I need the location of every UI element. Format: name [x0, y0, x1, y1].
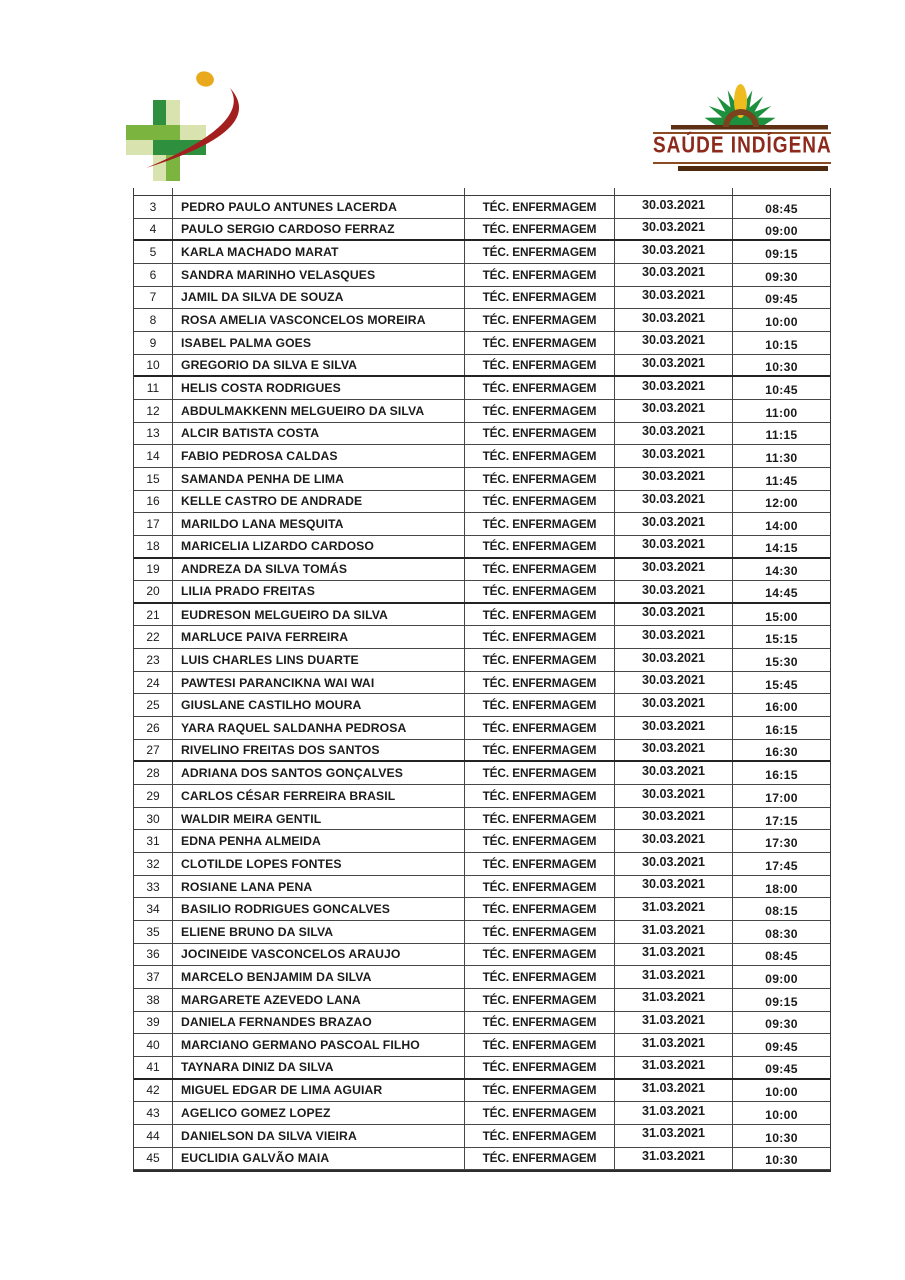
row-number-cell: 34: [134, 898, 173, 920]
date-cell: 30.03.2021: [615, 785, 733, 807]
row-number-cell: 27: [134, 740, 173, 761]
time-cell: 11:45: [765, 473, 798, 488]
time-cell: 17:30: [765, 836, 798, 851]
name-cell: ELIENE BRUNO DA SILVA: [173, 921, 465, 943]
time-cell: 10:00: [765, 1108, 798, 1123]
name-cell: GIUSLANE CASTILHO MOURA: [173, 694, 465, 716]
time-cell: 08:45: [765, 201, 798, 216]
table-row: [134, 966, 830, 989]
row-number-cell: 13: [134, 423, 173, 445]
name-cell: CLOTILDE LOPES FONTES: [173, 853, 465, 875]
name-cell: PAWTESI PARANCIKNA WAI WAI: [173, 672, 465, 694]
name-cell: JAMIL DA SILVA DE SOUZA: [173, 287, 465, 309]
time-cell: 09:00: [765, 223, 798, 238]
date-cell: 30.03.2021: [615, 445, 733, 467]
row-number-cell: 11: [134, 377, 173, 399]
date-cell: 30.03.2021: [615, 853, 733, 875]
row-number-cell: 16: [134, 491, 173, 513]
date-cell: 30.03.2021: [615, 604, 733, 626]
time-cell: 16:00: [765, 700, 798, 715]
row-number-cell: 33: [134, 876, 173, 898]
cross-segment: [153, 100, 166, 125]
date-cell: 30.03.2021: [615, 400, 733, 422]
role-cell: TÉC. ENFERMAGEM: [465, 989, 615, 1011]
date-cell: 30.03.2021: [615, 355, 733, 376]
date-cell: 30.03.2021: [615, 332, 733, 354]
name-cell: RIVELINO FREITAS DOS SANTOS: [173, 740, 465, 761]
name-cell: DANIELA FERNANDES BRAZAO: [173, 1012, 465, 1034]
time-cell: 10:30: [765, 359, 798, 374]
date-cell: 30.03.2021: [615, 536, 733, 557]
row-number-cell: 7: [134, 287, 173, 309]
saude-indigena-logo: [653, 78, 831, 174]
time-cell: 16:15: [765, 768, 798, 783]
row-number-cell: 36: [134, 944, 173, 966]
row-number-cell: 20: [134, 581, 173, 602]
table-row: [134, 513, 830, 536]
name-cell: ROSA AMELIA VASCONCELOS MOREIRA: [173, 309, 465, 331]
time-cell: 09:15: [765, 994, 798, 1009]
row-number-cell: 43: [134, 1102, 173, 1124]
time-cell: 15:15: [765, 632, 798, 647]
time-cell: 16:15: [765, 722, 798, 737]
row-number-cell: 26: [134, 717, 173, 739]
table-row: [134, 853, 830, 876]
role-cell: TÉC. ENFERMAGEM: [465, 921, 615, 943]
row-number-cell: 3: [134, 196, 173, 218]
name-cell: PEDRO PAULO ANTUNES LACERDA: [173, 196, 465, 218]
date-cell: 31.03.2021: [615, 921, 733, 943]
date-cell: 30.03.2021: [615, 830, 733, 852]
name-cell: ISABEL PALMA GOES: [173, 332, 465, 354]
date-cell: 30.03.2021: [615, 717, 733, 739]
date-cell: 31.03.2021: [615, 1080, 733, 1102]
date-cell: 31.03.2021: [615, 898, 733, 920]
role-cell: TÉC. ENFERMAGEM: [465, 423, 615, 445]
date-cell: 30.03.2021: [615, 559, 733, 581]
name-cell: BASILIO RODRIGUES GONCALVES: [173, 898, 465, 920]
date-cell: 30.03.2021: [615, 513, 733, 535]
table-row: [134, 423, 830, 446]
name-cell: EUCLIDIA GALVÃO MAIA: [173, 1148, 465, 1170]
table-row: [134, 355, 830, 378]
name-cell: SANDRA MARINHO VELASQUES: [173, 264, 465, 286]
date-cell: 30.03.2021: [615, 423, 733, 445]
time-cell: 14:00: [765, 519, 798, 534]
name-cell: MIGUEL EDGAR DE LIMA AGUIAR: [173, 1080, 465, 1102]
name-cell: FABIO PEDROSA CALDAS: [173, 445, 465, 467]
row-number-cell: 24: [134, 672, 173, 694]
row-number-cell: 37: [134, 966, 173, 988]
table-row: [134, 944, 830, 967]
row-number-cell: 29: [134, 785, 173, 807]
role-cell: TÉC. ENFERMAGEM: [465, 944, 615, 966]
time-cell: 10:15: [765, 337, 798, 352]
date-cell: 30.03.2021: [615, 740, 733, 761]
role-cell: TÉC. ENFERMAGEM: [465, 853, 615, 875]
time-cell: 18:00: [765, 881, 798, 896]
table-row: [134, 377, 830, 400]
role-cell: TÉC. ENFERMAGEM: [465, 1125, 615, 1147]
row-number-cell: 22: [134, 626, 173, 648]
name-cell: MARLUCE PAIVA FERREIRA: [173, 626, 465, 648]
name-cell: WALDIR MEIRA GENTIL: [173, 808, 465, 830]
schedule-table: [133, 188, 831, 1172]
table-row: [134, 491, 830, 514]
table-row: [134, 785, 830, 808]
row-number-cell: 45: [134, 1148, 173, 1170]
name-cell: JOCINEIDE VASCONCELOS ARAUJO: [173, 944, 465, 966]
name-cell: GREGORIO DA SILVA E SILVA: [173, 355, 465, 376]
row-number-cell: 31: [134, 830, 173, 852]
row-number-cell: 18: [134, 536, 173, 557]
name-cell: LUIS CHARLES LINS DUARTE: [173, 649, 465, 671]
role-cell: TÉC. ENFERMAGEM: [465, 309, 615, 331]
date-cell: 30.03.2021: [615, 649, 733, 671]
role-cell: TÉC. ENFERMAGEM: [465, 196, 615, 218]
name-cell: MARGARETE AZEVEDO LANA: [173, 989, 465, 1011]
role-cell: TÉC. ENFERMAGEM: [465, 604, 615, 626]
role-cell: TÉC. ENFERMAGEM: [465, 1012, 615, 1034]
health-cross-logo: [118, 68, 243, 188]
date-cell: 31.03.2021: [615, 989, 733, 1011]
date-cell: 30.03.2021: [615, 581, 733, 602]
role-cell: TÉC. ENFERMAGEM: [465, 740, 615, 761]
name-cell: HELIS COSTA RODRIGUES: [173, 377, 465, 399]
table-row: [134, 400, 830, 423]
upper-thick-line: [671, 125, 828, 130]
table-row: [134, 740, 830, 763]
row-number-cell: 25: [134, 694, 173, 716]
green-cross-mosaic: [126, 100, 206, 181]
time-cell: 08:45: [765, 949, 798, 964]
table-row: [134, 1080, 830, 1103]
date-cell: 30.03.2021: [615, 468, 733, 490]
date-cell: 31.03.2021: [615, 966, 733, 988]
role-cell: TÉC. ENFERMAGEM: [465, 1080, 615, 1102]
row-number-cell: 42: [134, 1080, 173, 1102]
date-cell: 31.03.2021: [615, 1125, 733, 1147]
row-number-cell: 23: [134, 649, 173, 671]
role-cell: TÉC. ENFERMAGEM: [465, 377, 615, 399]
time-cell: 12:00: [765, 496, 798, 511]
clipped-row-stub: [134, 188, 830, 196]
table-row: [134, 694, 830, 717]
time-cell: 11:15: [765, 428, 798, 443]
table-row: [134, 219, 830, 242]
time-cell: 17:45: [765, 858, 798, 873]
time-cell: 10:45: [765, 383, 798, 398]
date-cell: 30.03.2021: [615, 241, 733, 263]
time-cell: 14:30: [765, 564, 798, 579]
time-cell: 14:15: [765, 541, 798, 556]
name-cell: YARA RAQUEL SALDANHA PEDROSA: [173, 717, 465, 739]
role-cell: TÉC. ENFERMAGEM: [465, 468, 615, 490]
time-cell: 17:00: [765, 790, 798, 805]
table-row: [134, 309, 830, 332]
row-number-cell: 41: [134, 1057, 173, 1078]
table-row: [134, 808, 830, 831]
role-cell: TÉC. ENFERMAGEM: [465, 966, 615, 988]
date-cell: 31.03.2021: [615, 944, 733, 966]
table-body: [134, 196, 830, 1170]
date-cell: 31.03.2021: [615, 1057, 733, 1078]
name-cell: SAMANDA PENHA DE LIMA: [173, 468, 465, 490]
role-cell: TÉC. ENFERMAGEM: [465, 830, 615, 852]
date-cell: 30.03.2021: [615, 196, 733, 218]
table-row: [134, 536, 830, 559]
table-row: [134, 264, 830, 287]
row-number-cell: 5: [134, 241, 173, 263]
role-cell: TÉC. ENFERMAGEM: [465, 219, 615, 240]
row-number-cell: 10: [134, 355, 173, 376]
name-cell: KELLE CASTRO DE ANDRADE: [173, 491, 465, 513]
table-row: [134, 1057, 830, 1080]
table-row: [134, 762, 830, 785]
time-cell: 11:00: [765, 405, 798, 420]
table-row: [134, 468, 830, 491]
gold-dot: [194, 69, 216, 89]
time-cell: 08:30: [765, 926, 798, 941]
name-cell: MARILDO LANA MESQUITA: [173, 513, 465, 535]
name-cell: ANDREZA DA SILVA TOMÁS: [173, 559, 465, 581]
row-number-cell: 39: [134, 1012, 173, 1034]
time-cell: 10:00: [765, 315, 798, 330]
time-cell: 09:45: [765, 1062, 798, 1077]
role-cell: TÉC. ENFERMAGEM: [465, 694, 615, 716]
name-cell: CARLOS CÉSAR FERREIRA BRASIL: [173, 785, 465, 807]
table-row: [134, 445, 830, 468]
saude-indigena-title: SAÚDE INDÍGENA: [653, 133, 832, 159]
row-number-cell: 6: [134, 264, 173, 286]
role-cell: TÉC. ENFERMAGEM: [465, 241, 615, 263]
cross-segment: [180, 125, 206, 140]
row-number-cell: 8: [134, 309, 173, 331]
time-cell: 09:45: [765, 292, 798, 307]
role-cell: TÉC. ENFERMAGEM: [465, 649, 615, 671]
table-row: [134, 604, 830, 627]
date-cell: 30.03.2021: [615, 626, 733, 648]
row-number-cell: 19: [134, 559, 173, 581]
lower-thick-line: [678, 166, 828, 171]
cross-segment: [126, 140, 153, 155]
time-cell: 16:30: [765, 745, 798, 760]
table-row: [134, 1034, 830, 1057]
date-cell: 30.03.2021: [615, 264, 733, 286]
role-cell: TÉC. ENFERMAGEM: [465, 581, 615, 602]
role-cell: TÉC. ENFERMAGEM: [465, 287, 615, 309]
role-cell: TÉC. ENFERMAGEM: [465, 898, 615, 920]
role-cell: TÉC. ENFERMAGEM: [465, 513, 615, 535]
role-cell: TÉC. ENFERMAGEM: [465, 400, 615, 422]
date-cell: 30.03.2021: [615, 762, 733, 784]
time-cell: 09:00: [765, 972, 798, 987]
row-number-cell: 14: [134, 445, 173, 467]
role-cell: TÉC. ENFERMAGEM: [465, 1148, 615, 1170]
name-cell: ROSIANE LANA PENA: [173, 876, 465, 898]
name-cell: TAYNARA DINIZ DA SILVA: [173, 1057, 465, 1078]
role-cell: TÉC. ENFERMAGEM: [465, 264, 615, 286]
date-cell: 30.03.2021: [615, 287, 733, 309]
role-cell: TÉC. ENFERMAGEM: [465, 808, 615, 830]
table-row: [134, 196, 830, 219]
row-number-cell: 40: [134, 1034, 173, 1056]
role-cell: TÉC. ENFERMAGEM: [465, 762, 615, 784]
role-cell: TÉC. ENFERMAGEM: [465, 491, 615, 513]
name-cell: MARCIANO GERMANO PASCOAL FILHO: [173, 1034, 465, 1056]
date-cell: 30.03.2021: [615, 876, 733, 898]
row-number-cell: 30: [134, 808, 173, 830]
time-cell: 14:45: [765, 586, 798, 601]
role-cell: TÉC. ENFERMAGEM: [465, 332, 615, 354]
name-cell: MARCELO BENJAMIM DA SILVA: [173, 966, 465, 988]
name-cell: EDNA PENHA ALMEIDA: [173, 830, 465, 852]
row-number-cell: 4: [134, 219, 173, 240]
row-number-cell: 35: [134, 921, 173, 943]
table-row: [134, 1125, 830, 1148]
name-cell: ABDULMAKKENN MELGUEIRO DA SILVA: [173, 400, 465, 422]
table-row: [134, 717, 830, 740]
date-cell: 31.03.2021: [615, 1034, 733, 1056]
table-row: [134, 1102, 830, 1125]
role-cell: TÉC. ENFERMAGEM: [465, 1102, 615, 1124]
table-row: [134, 581, 830, 604]
table-row: [134, 830, 830, 853]
time-cell: 09:30: [765, 1017, 798, 1032]
time-cell: 15:30: [765, 654, 798, 669]
cross-segment: [166, 100, 180, 125]
table-row: [134, 898, 830, 921]
row-number-cell: 21: [134, 604, 173, 626]
time-cell: 15:45: [765, 677, 798, 692]
date-cell: 31.03.2021: [615, 1012, 733, 1034]
row-number-cell: 9: [134, 332, 173, 354]
time-cell: 08:15: [765, 904, 798, 919]
role-cell: TÉC. ENFERMAGEM: [465, 1034, 615, 1056]
date-cell: 30.03.2021: [615, 491, 733, 513]
time-cell: 09:30: [765, 269, 798, 284]
row-number-cell: 44: [134, 1125, 173, 1147]
role-cell: TÉC. ENFERMAGEM: [465, 876, 615, 898]
time-cell: 09:45: [765, 1040, 798, 1055]
cross-segment: [153, 155, 166, 181]
table-row: [134, 672, 830, 695]
row-number-cell: 32: [134, 853, 173, 875]
date-cell: 30.03.2021: [615, 694, 733, 716]
role-cell: TÉC. ENFERMAGEM: [465, 445, 615, 467]
role-cell: TÉC. ENFERMAGEM: [465, 785, 615, 807]
name-cell: LILIA PRADO FREITAS: [173, 581, 465, 602]
date-cell: 30.03.2021: [615, 808, 733, 830]
date-cell: 30.03.2021: [615, 309, 733, 331]
role-cell: TÉC. ENFERMAGEM: [465, 1057, 615, 1078]
time-cell: 15:00: [765, 609, 798, 624]
table-row: [134, 287, 830, 310]
table-row: [134, 1012, 830, 1035]
name-cell: AGELICO GOMEZ LOPEZ: [173, 1102, 465, 1124]
date-cell: 30.03.2021: [615, 219, 733, 240]
table-row: [134, 921, 830, 944]
name-cell: MARICELIA LIZARDO CARDOSO: [173, 536, 465, 557]
role-cell: TÉC. ENFERMAGEM: [465, 355, 615, 376]
table-row: [134, 241, 830, 264]
table-row: [134, 332, 830, 355]
name-cell: DANIELSON DA SILVA VIEIRA: [173, 1125, 465, 1147]
name-cell: ALCIR BATISTA COSTA: [173, 423, 465, 445]
date-cell: 30.03.2021: [615, 672, 733, 694]
date-cell: 30.03.2021: [615, 377, 733, 399]
name-cell: KARLA MACHADO MARAT: [173, 241, 465, 263]
role-cell: TÉC. ENFERMAGEM: [465, 626, 615, 648]
name-cell: ADRIANA DOS SANTOS GONÇALVES: [173, 762, 465, 784]
table-row: [134, 876, 830, 899]
row-number-cell: 15: [134, 468, 173, 490]
role-cell: TÉC. ENFERMAGEM: [465, 672, 615, 694]
name-cell: EUDRESON MELGUEIRO DA SILVA: [173, 604, 465, 626]
row-number-cell: 28: [134, 762, 173, 784]
date-cell: 31.03.2021: [615, 1148, 733, 1170]
table-row: [134, 989, 830, 1012]
role-cell: TÉC. ENFERMAGEM: [465, 559, 615, 581]
role-cell: TÉC. ENFERMAGEM: [465, 536, 615, 557]
table-row: [134, 649, 830, 672]
time-cell: 09:15: [765, 247, 798, 262]
time-cell: 10:30: [765, 1130, 798, 1145]
date-cell: 31.03.2021: [615, 1102, 733, 1124]
row-number-cell: 38: [134, 989, 173, 1011]
time-cell: 10:00: [765, 1085, 798, 1100]
table-row: [134, 626, 830, 649]
row-number-cell: 12: [134, 400, 173, 422]
time-cell: 10:30: [765, 1153, 798, 1168]
role-cell: TÉC. ENFERMAGEM: [465, 717, 615, 739]
time-cell: 11:30: [765, 451, 798, 466]
row-number-cell: 17: [134, 513, 173, 535]
table-row: [134, 559, 830, 582]
time-cell: 17:15: [765, 813, 798, 828]
name-cell: PAULO SERGIO CARDOSO FERRAZ: [173, 219, 465, 240]
cross-segment: [126, 125, 180, 140]
table-row: [134, 1148, 830, 1171]
